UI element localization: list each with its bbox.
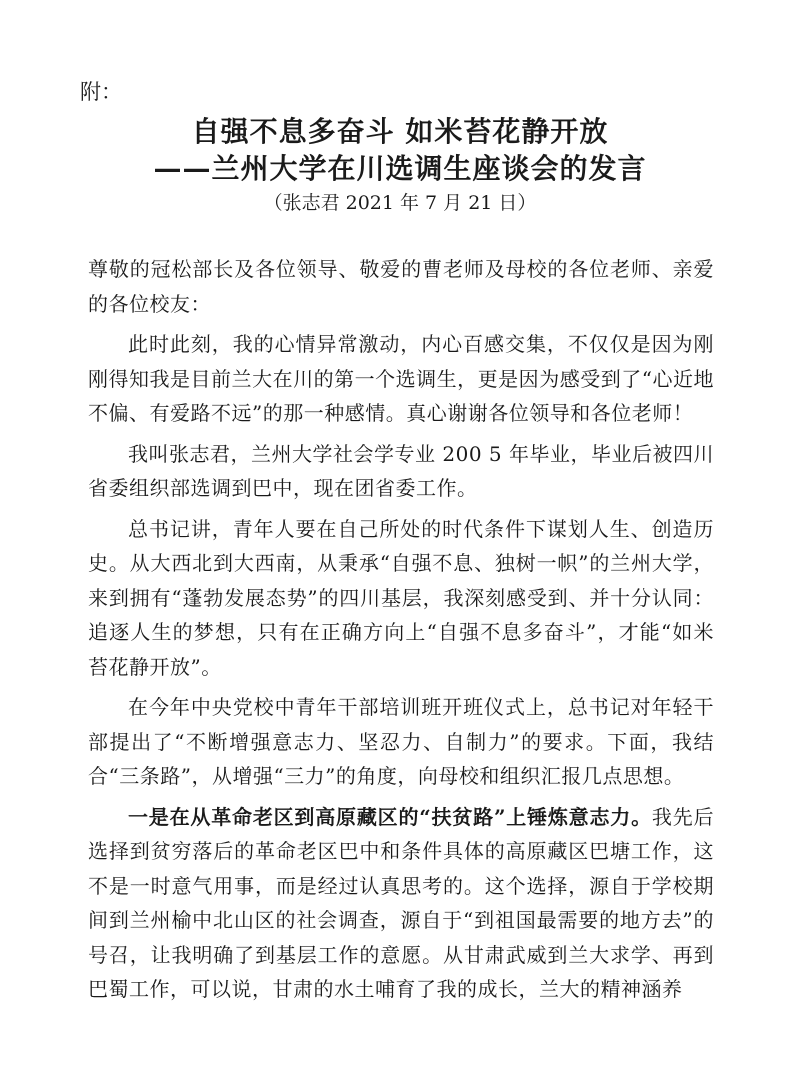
attachment-label: 附： bbox=[80, 80, 122, 104]
paragraph-4: 在今年中央党校中青年干部培训班开班仪式上，总书记对年轻干部提出了“不断增强意志力、坚忍力、自制力”的要求。下面，我结合“三条路”，从增强“三力”的角度，向母校和组织汇报几点思想。 bbox=[88, 695, 714, 788]
byline: （张志君 2021 年 7 月 21 日） bbox=[263, 192, 537, 214]
paragraph-2: 我叫张志君，兰州大学社会学专业 200 5 年毕业，毕业后被四川省委组织部选调到巴中，现在团省委工作。 bbox=[88, 441, 714, 500]
title-main: 自强不息多奋斗 如米苔花静开放 bbox=[191, 115, 609, 148]
title-subtitle: ——兰州大学在川选调生座谈会的发言 bbox=[153, 152, 647, 185]
salutation: 尊敬的冠松部长及各位领导、敬爱的曹老师及母校的各位老师、亲爱的各位校友： bbox=[88, 257, 714, 316]
paragraph-5-lead: 一是在从革命老区到高原藏区的“扶贫路”上锤炼意志力。 bbox=[128, 804, 652, 829]
paragraph-5-text: 我先后选择到贫穷落后的革命老区巴中和条件具体的高原藏区巴塘工作，这不是一时意气用事，而是经过认真思考的。这个选择，源自于学校期间到兰州榆中北山区的社会调查，源自于“到祖国最需要的地方去”的号召，让我明确了到基层工作的意愿。从甘肃武威到兰大求学、再到巴蜀工作，可以说，甘肃的水土哺育了我的成长，兰大的精神涵养 bbox=[88, 804, 714, 1001]
paragraph-3: 总书记讲，青年人要在自己所处的时代条件下谋划人生、创造历史。从大西北到大西南，从秉承“自强不息、独树一帜”的兰州大学，来到拥有“蓬勃发展态势”的四川基层，我深刻感受到、并十分认同：追逐人生的梦想，只有在正确方向上“自强不息多奋斗”，才能“如米苔花静开放”。 bbox=[88, 516, 714, 679]
document-body bbox=[88, 252, 714, 1007]
paragraph-1: 此时此刻，我的心情异常激动，内心百感交集，不仅仅是因为刚刚得知我是目前兰大在川的第一个选调生，更是因为感受到了“心近地不偏、有爱路不远”的那一种感情。真心谢谢各位领导和各位老师！ bbox=[88, 332, 714, 425]
paragraph-5 bbox=[88, 800, 714, 1007]
